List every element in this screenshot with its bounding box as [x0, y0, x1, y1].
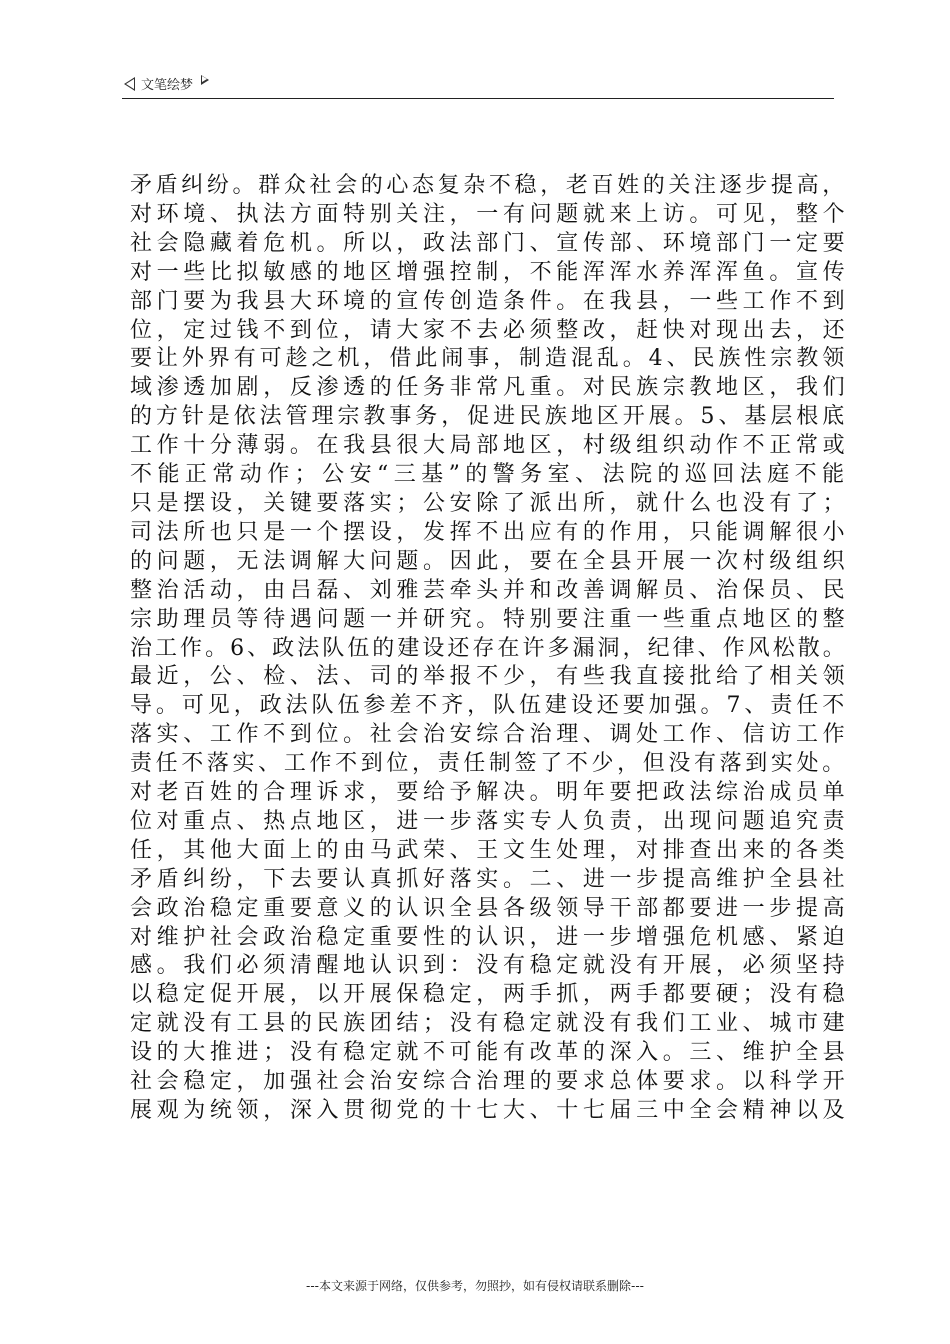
body-line: 对老百姓的合理诉求，要给予解决。明年要把政法综治成员单	[130, 780, 850, 806]
body-line: 矛盾纠纷。群众社会的心态复杂不稳，老百姓的关注逐步提高，	[130, 173, 848, 198]
header-brand	[124, 74, 209, 93]
body-line: 落实、工作不到位。社会治安综合治理、调处工作、信访工作	[130, 722, 850, 748]
body-line: 设的大推进；没有稳定就不可能有改革的深入。三、维护全县	[130, 1040, 850, 1066]
body-line: 只是摆设，关键要落实；公安除了派出所，就什么也没有了；	[130, 490, 850, 516]
body-line: 要让外界有可趁之机，借此闹事，制造混乱。4、民族性宗教领	[130, 346, 849, 372]
body-line: 司法所也只是一个摆设，发挥不出应有的作用，只能调解很小	[130, 519, 850, 545]
body-line: 对维护社会政治稳定重要性的认识，进一步增强危机感、紧迫	[130, 924, 850, 950]
body-line: 对一些比拟敏感的地区增强控制，不能浑浑水养浑浑鱼。宣传	[130, 259, 850, 285]
body-line: 整治活动，由吕磊、刘雅芸牵头并和改善调解员、治保员、民	[130, 577, 850, 603]
body-line: 工作十分薄弱。在我县很大局部地区，村级组织动作不正常或	[130, 433, 850, 459]
body-line: 社会稳定，加强社会治安综合治理的要求总体要求。以科学开	[130, 1069, 850, 1095]
body-line: 最近，公、检、法、司的举报不少，有些我直接批给了相关领	[130, 664, 850, 690]
body-line: 会政治稳定重要意义的认识全县各级领导干部都要进一步提高	[130, 895, 850, 921]
body-line: 治工作。6、政法队伍的建设还存在许多漏洞，纪律、作风松散。	[130, 635, 848, 661]
body-line: 宗助理员等待遇问题一并研究。特别要注重一些重点地区的整	[130, 606, 850, 632]
triangle-left-icon	[124, 77, 135, 91]
body-line: 域渗透加剧，反渗透的任务非常凡重。对民族宗教地区，我们	[130, 375, 850, 401]
body-line: 定就没有工县的民族团结；没有稳定就没有我们工业、城市建	[130, 1011, 850, 1037]
body-line: 以稳定促开展，以开展保稳定，两手抓，两手都要硬；没有稳	[130, 982, 850, 1008]
body-line: 的方针是依法管理宗教事务，促进民族地区开展。5、基层根底	[130, 404, 849, 430]
body-line: 的问题，无法调解大问题。因此，要在全县开展一次村级组织	[130, 548, 850, 574]
body-line: 责任不落实、工作不到位，责任制签了不少，但没有落到实处。	[130, 751, 848, 777]
body-line: 矛盾纠纷，下去要认真抓好落实。二、进一步提高维护全县社	[130, 866, 850, 892]
body-line: 导。可见，政法队伍参差不齐，队伍建设还要加强。7、责任不	[130, 693, 849, 719]
body-line: 不能正常动作；公安“三基”的警务室、法院的巡回法庭不能	[130, 462, 850, 488]
page-header	[122, 72, 834, 99]
body-line: 展观为统领，深入贯彻党的十七大、十七届三中全会精神以及	[130, 1098, 850, 1123]
header-brand-text: 文笔绘梦	[141, 78, 194, 93]
body-line: 位对重点、热点地区，进一步落实专人负责，出现问题追究责	[130, 808, 850, 834]
body-line: 感。我们必须清醒地认识到：没有稳定就没有开展，必须坚持	[130, 953, 850, 979]
body-line: 任，其他大面上的由马武荣、王文生处理，对排查出来的各类	[130, 837, 850, 863]
document-body	[130, 172, 850, 1126]
body-line: 位，定过钱不到位，请大家不去必须整改，赶快对现出去，还	[130, 317, 850, 343]
body-line: 部门要为我县大环境的宣传创造条件。在我县，一些工作不到	[130, 288, 850, 314]
page-footer: ---本文来源于网络，仅供参考，勿照抄，如有侵权请联系删除---	[306, 1279, 644, 1293]
body-line: 对环境、执法方面特别关注，一有问题就来上访。可见，整个	[130, 201, 850, 227]
body-line: 社会隐藏着危机。所以，政法部门、宣传部、环境部门一定要	[130, 230, 850, 256]
triangle-right-icon	[201, 75, 209, 85]
